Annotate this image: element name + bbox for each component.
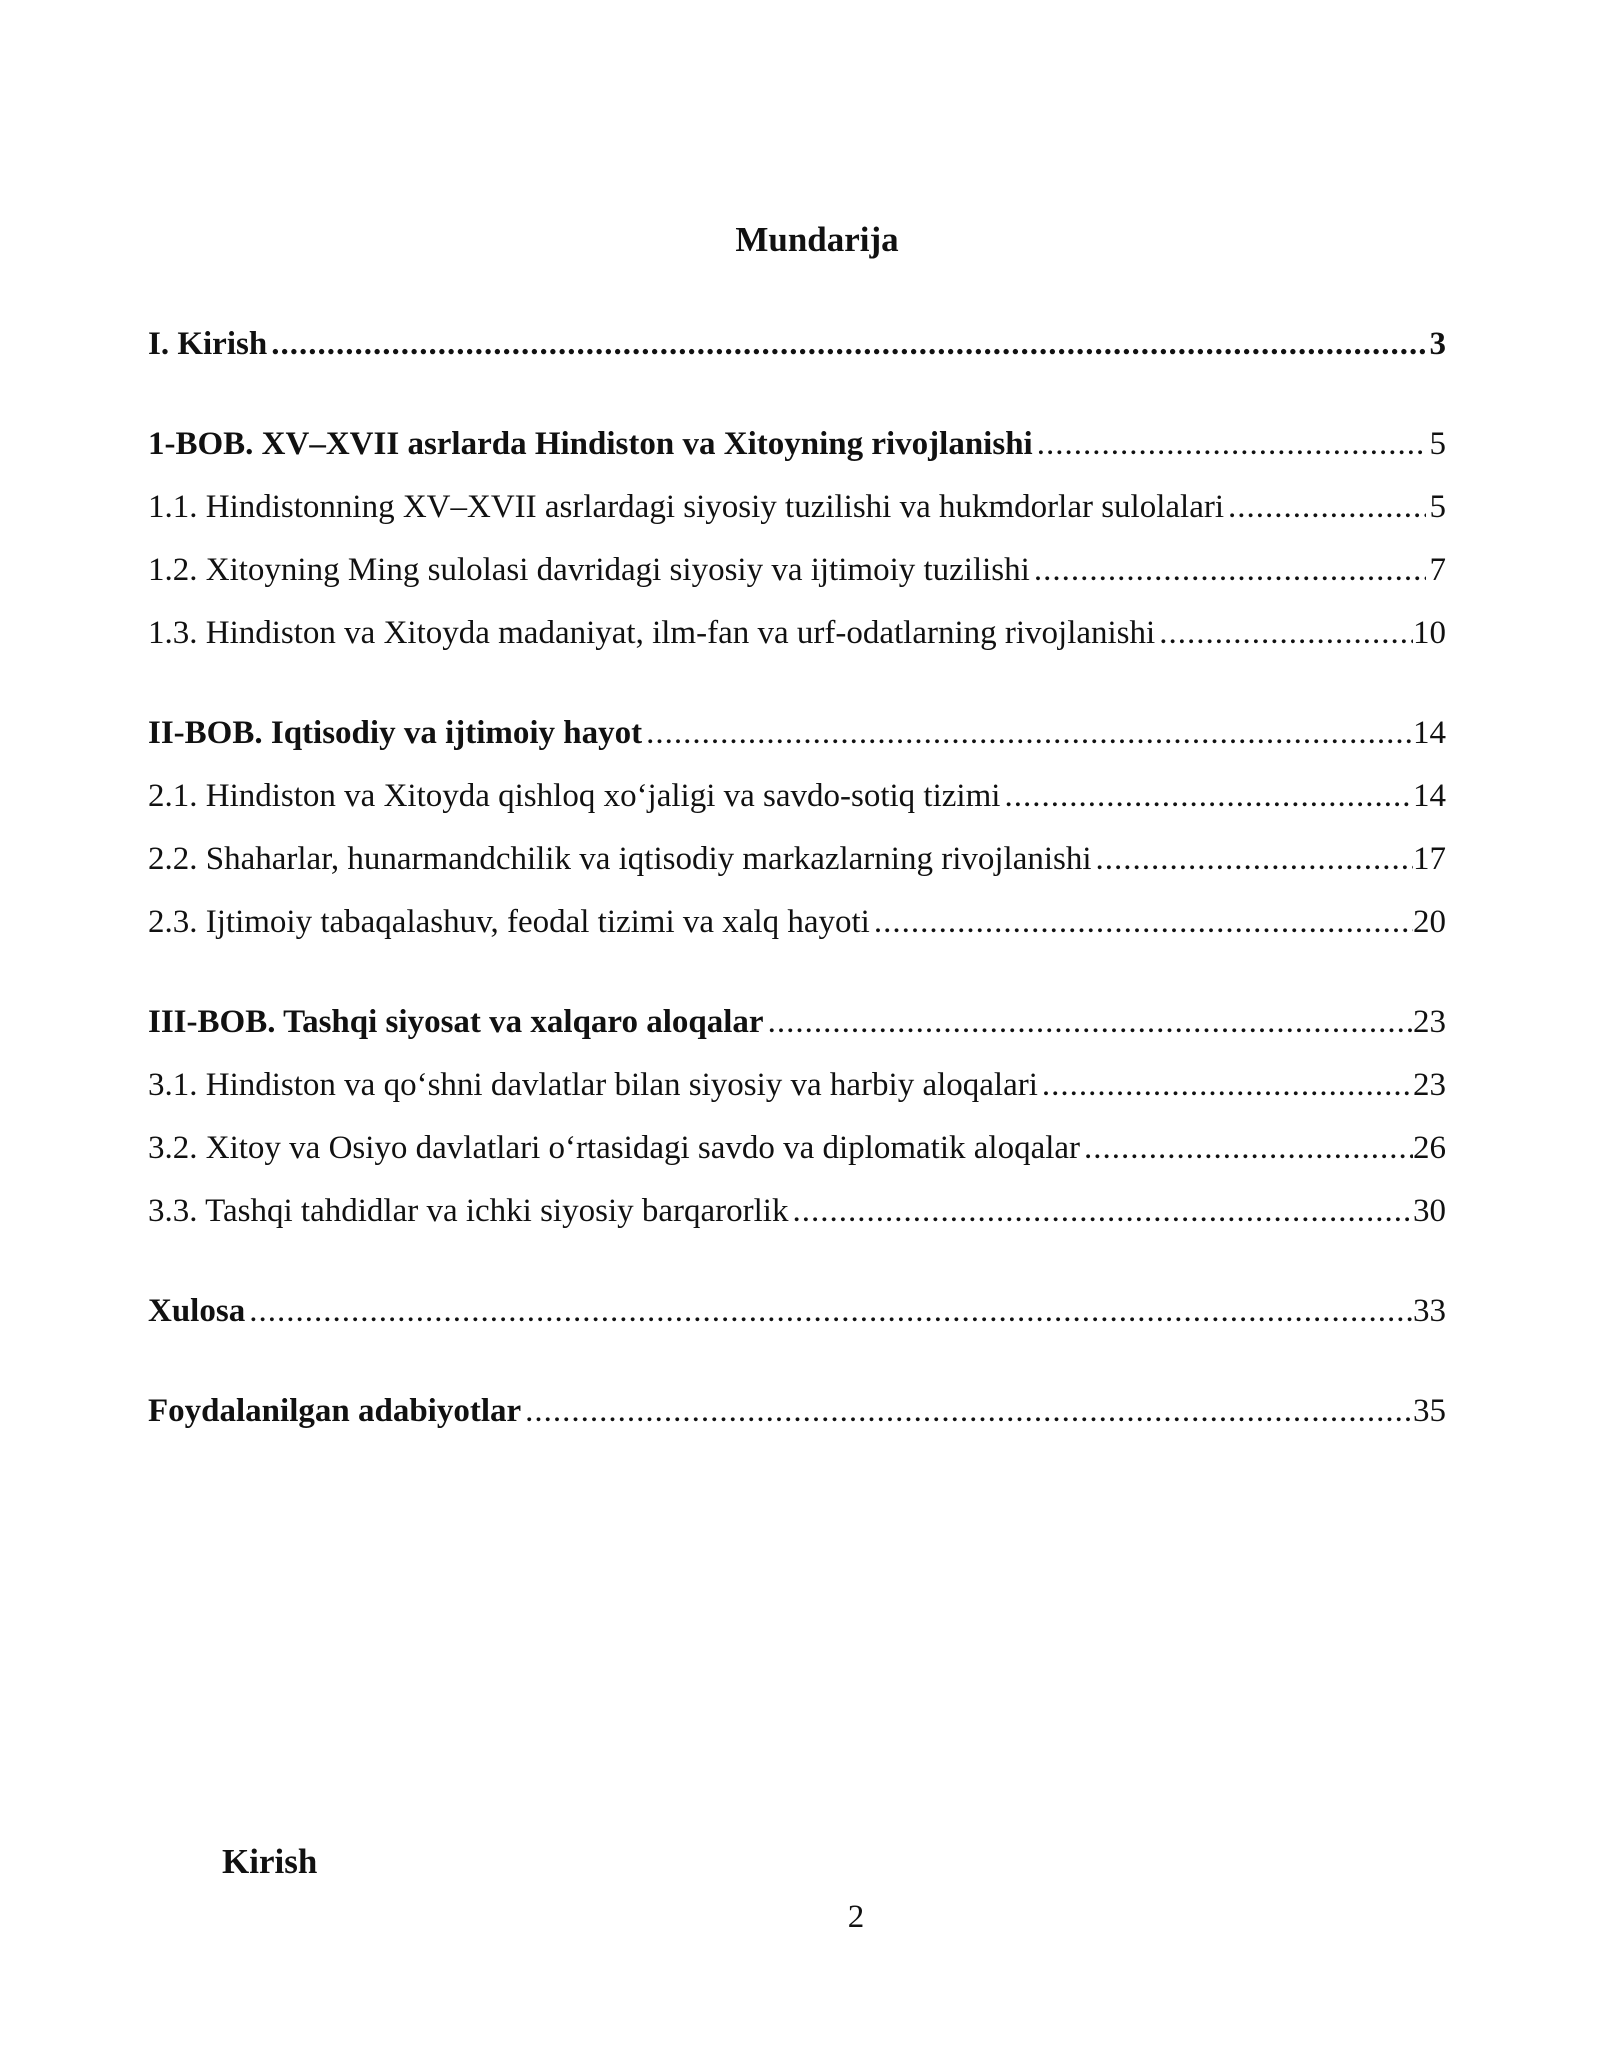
dot-leader [792,1189,1413,1233]
toc-entry-label: 2.3. Ijtimoiy tabaqalashuv, feodal tizimi va xalq hayoti [148,904,870,940]
table-of-contents [148,322,1446,1452]
toc-entry-page: 30 [1413,1193,1446,1229]
dot-leader [1159,611,1413,655]
toc-entry-page: 20 [1413,904,1446,940]
toc-entry-label: Foydalanilgan adabiyotlar [148,1393,522,1429]
dot-leader [271,322,1426,366]
dot-leader [1037,422,1426,466]
toc-entry-page: 17 [1413,841,1446,877]
toc-entry-section-2-3[interactable] [148,900,1446,963]
toc-entry-section-1-2[interactable] [148,548,1446,611]
toc-entry-page: 5 [1429,489,1446,525]
toc-entry-xulosa[interactable] [148,1289,1446,1352]
toc-entry-label: III-BOB. Tashqi siyosat va xalqaro aloqalar [148,1004,764,1040]
toc-entry-label: I. Kirish [148,326,268,362]
dot-leader [525,1389,1413,1433]
toc-entry-label: 3.3. Tashqi tahdidlar va ichki siyosiy barqarorlik [148,1193,789,1229]
toc-entry-section-3-3[interactable] [148,1189,1446,1252]
dot-leader [874,900,1413,944]
toc-entry-label: 2.2. Shaharlar, hunarmandchilik va iqtisodiy markazlarning rivojlanishi [148,841,1092,877]
toc-entry-page: 14 [1413,778,1446,814]
toc-entry-label: 1.1. Hindistonning XV–XVII asrlardagi siyosiy tuzilishi va hukmdorlar sulolalari [148,489,1225,525]
toc-entry-page: 33 [1413,1293,1446,1329]
toc-entry-page: 26 [1413,1130,1446,1166]
page-number: 2 [847,1899,865,1935]
toc-entry-page: 3 [1429,326,1446,362]
toc-entry-chapter-2[interactable] [148,711,1446,774]
toc-entry-label: 3.1. Hindiston va qo‘shni davlatlar bilan siyosiy va harbiy aloqalari [148,1067,1038,1103]
toc-entry-section-1-1[interactable] [148,485,1446,548]
toc-entry-label: 1.2. Xitoyning Ming sulolasi davridagi siyosiy va ijtimoiy tuzilishi [148,552,1030,588]
dot-leader [1042,1063,1413,1107]
toc-entry-page: 23 [1413,1067,1446,1103]
toc-entry-page: 7 [1429,552,1446,588]
dot-leader [1004,774,1413,818]
toc-entry-page: 35 [1413,1393,1446,1429]
toc-entry-label: 1-BOB. XV–XVII asrlarda Hindiston va Xitoyning rivojlanishi [148,426,1033,462]
toc-entry-page: 23 [1413,1004,1446,1040]
toc-entry-section-3-2[interactable] [148,1126,1446,1189]
toc-entry-label: Xulosa [148,1293,246,1329]
dot-leader [646,711,1413,755]
toc-entry-chapter-3[interactable] [148,1000,1446,1063]
section-heading-kirish: Kirish [222,1842,318,1881]
dot-leader [1228,485,1426,529]
toc-entry-section-1-3[interactable] [148,611,1446,674]
toc-title: Mundarija [735,220,899,259]
dot-leader [1034,548,1426,592]
toc-entry-section-2-1[interactable] [148,774,1446,837]
dot-leader [249,1289,1413,1333]
toc-entry-label: II-BOB. Iqtisodiy va ijtimoiy hayot [148,715,643,751]
toc-entry-kirish[interactable] [148,322,1446,385]
toc-entry-chapter-1[interactable] [148,422,1446,485]
toc-entry-page: 5 [1429,426,1446,462]
toc-entry-label: 3.2. Xitoy va Osiyo davlatlari o‘rtasidagi savdo va diplomatik aloqalar [148,1130,1081,1166]
toc-entry-section-2-2[interactable] [148,837,1446,900]
dot-leader [1096,837,1413,881]
toc-entry-references[interactable] [148,1389,1446,1452]
toc-entry-label: 1.3. Hindiston va Xitoyda madaniyat, ilm-fan va urf-odatlarning rivojlanishi [148,615,1156,651]
toc-entry-section-3-1[interactable] [148,1063,1446,1126]
toc-entry-page: 14 [1413,715,1446,751]
toc-entry-label: 2.1. Hindiston va Xitoyda qishloq xo‘jaligi va savdo-sotiq tizimi [148,778,1001,814]
dot-leader [768,1000,1413,1044]
toc-entry-page: 10 [1413,615,1446,651]
dot-leader [1084,1126,1413,1170]
